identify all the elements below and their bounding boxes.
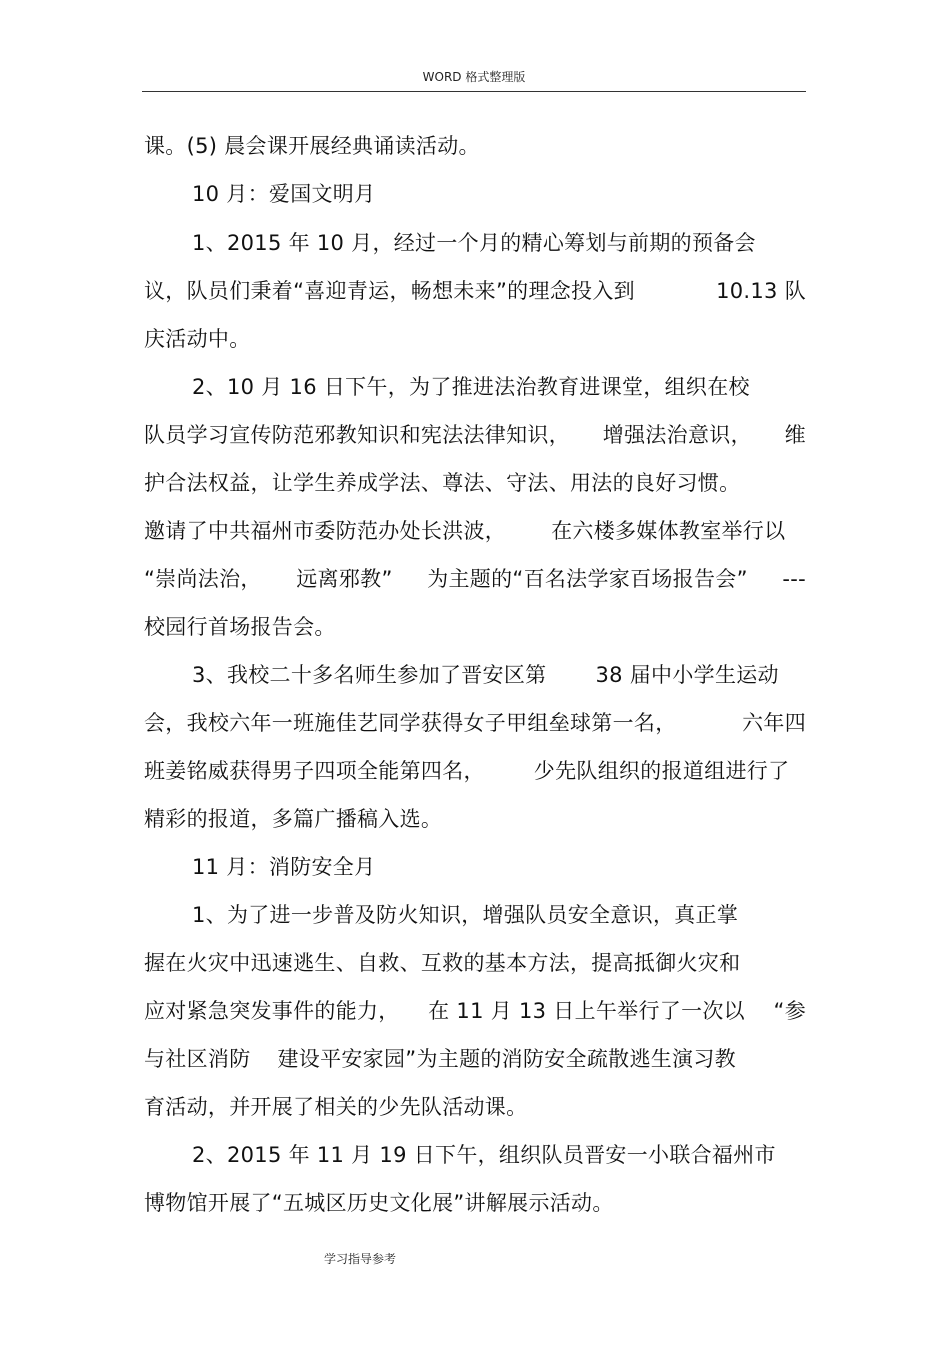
text-segment: 邀请了中共福州市委防范办处长洪波， — [144, 519, 507, 543]
text-line — [144, 995, 806, 1027]
text-line: 庆活动中。 — [144, 327, 251, 351]
text-line: 课。(5) 晨会课开展经典诵读活动。 — [144, 134, 480, 158]
text-segment: 六年四 — [742, 711, 806, 735]
text-line — [144, 1043, 806, 1075]
text-segment: 增强法治意识， — [602, 423, 752, 447]
text-line — [144, 707, 806, 739]
text-segment: 在六楼多媒体教室举行以 — [551, 519, 786, 543]
text-line — [192, 659, 806, 691]
header-divider — [142, 91, 806, 92]
text-segment: 维 — [784, 423, 806, 447]
text-line: 2、10 月 16 日下午，为了推进法治教育进课堂，组织在校 — [192, 375, 750, 399]
text-line — [144, 275, 806, 307]
text-line: 1、为了进一步普及防火知识，增强队员安全意识，真正掌 — [192, 903, 739, 927]
text-segment: “参 — [773, 999, 806, 1023]
text-line — [144, 563, 806, 595]
text-segment: 10.13 队 — [716, 279, 806, 303]
text-line: 校园行首场报告会。 — [144, 615, 336, 639]
text-segment: 在 11 月 13 日上午举行了一次以 — [428, 999, 745, 1023]
text-segment: 38 届中小学生运动 — [595, 663, 779, 687]
text-segment: 班姜铭威获得男子四项全能第四名， — [144, 759, 485, 783]
text-line: 精彩的报道，多篇广播稿入选。 — [144, 807, 443, 831]
text-segment: 为主题的“百名法学家百场报告会” — [427, 567, 748, 591]
text-segment: 少先队组织的报道组进行了 — [533, 759, 790, 783]
text-segment: 与社区消防 — [144, 1047, 251, 1071]
text-segment: “崇尚法治， — [144, 567, 262, 591]
page-header: WORD 格式整理版 — [422, 70, 526, 84]
text-line: 博物馆开展了“五城区历史文化展”讲解展示活动。 — [144, 1191, 614, 1215]
text-line: 1、2015 年 10 月，经过一个月的精心筹划与前期的预备会 — [192, 231, 756, 255]
text-line — [144, 755, 806, 787]
section-heading-october: 10 月：爱国文明月 — [192, 182, 376, 206]
text-segment: --- — [782, 567, 806, 591]
text-segment: 应对紧急突发事件的能力， — [144, 999, 400, 1023]
text-segment: 远离邪教” — [296, 567, 393, 591]
text-segment: 队员学习宣传防范邪教知识和宪法法律知识， — [144, 423, 570, 447]
text-line: 育活动，并开展了相关的少先队活动课。 — [144, 1095, 528, 1119]
text-segment: 3、我校二十多名师生参加了晋安区第 — [192, 663, 547, 687]
text-segment: 议，队员们秉着“喜迎青运，畅想未来”的理念投入到 — [144, 279, 635, 303]
text-line: 握在火灾中迅速逃生、自救、互救的基本方法，提高抵御火灾和 — [144, 951, 741, 975]
text-line — [144, 515, 806, 547]
text-line: 护合法权益，让学生养成学法、尊法、守法、用法的良好习惯。 — [144, 471, 741, 495]
section-heading-november: 11 月：消防安全月 — [192, 855, 376, 879]
text-line — [144, 419, 806, 451]
text-segment: 建设平安家园”为主题的消防安全疏散逃生演习教 — [277, 1047, 736, 1071]
text-line: 2、2015 年 11 月 19 日下午，组织队员晋安一小联合福州市 — [192, 1143, 776, 1167]
page-footer: 学习指导参考 — [324, 1252, 397, 1266]
text-segment: 会，我校六年一班施佳艺同学获得女子甲组垒球第一名， — [144, 711, 677, 735]
